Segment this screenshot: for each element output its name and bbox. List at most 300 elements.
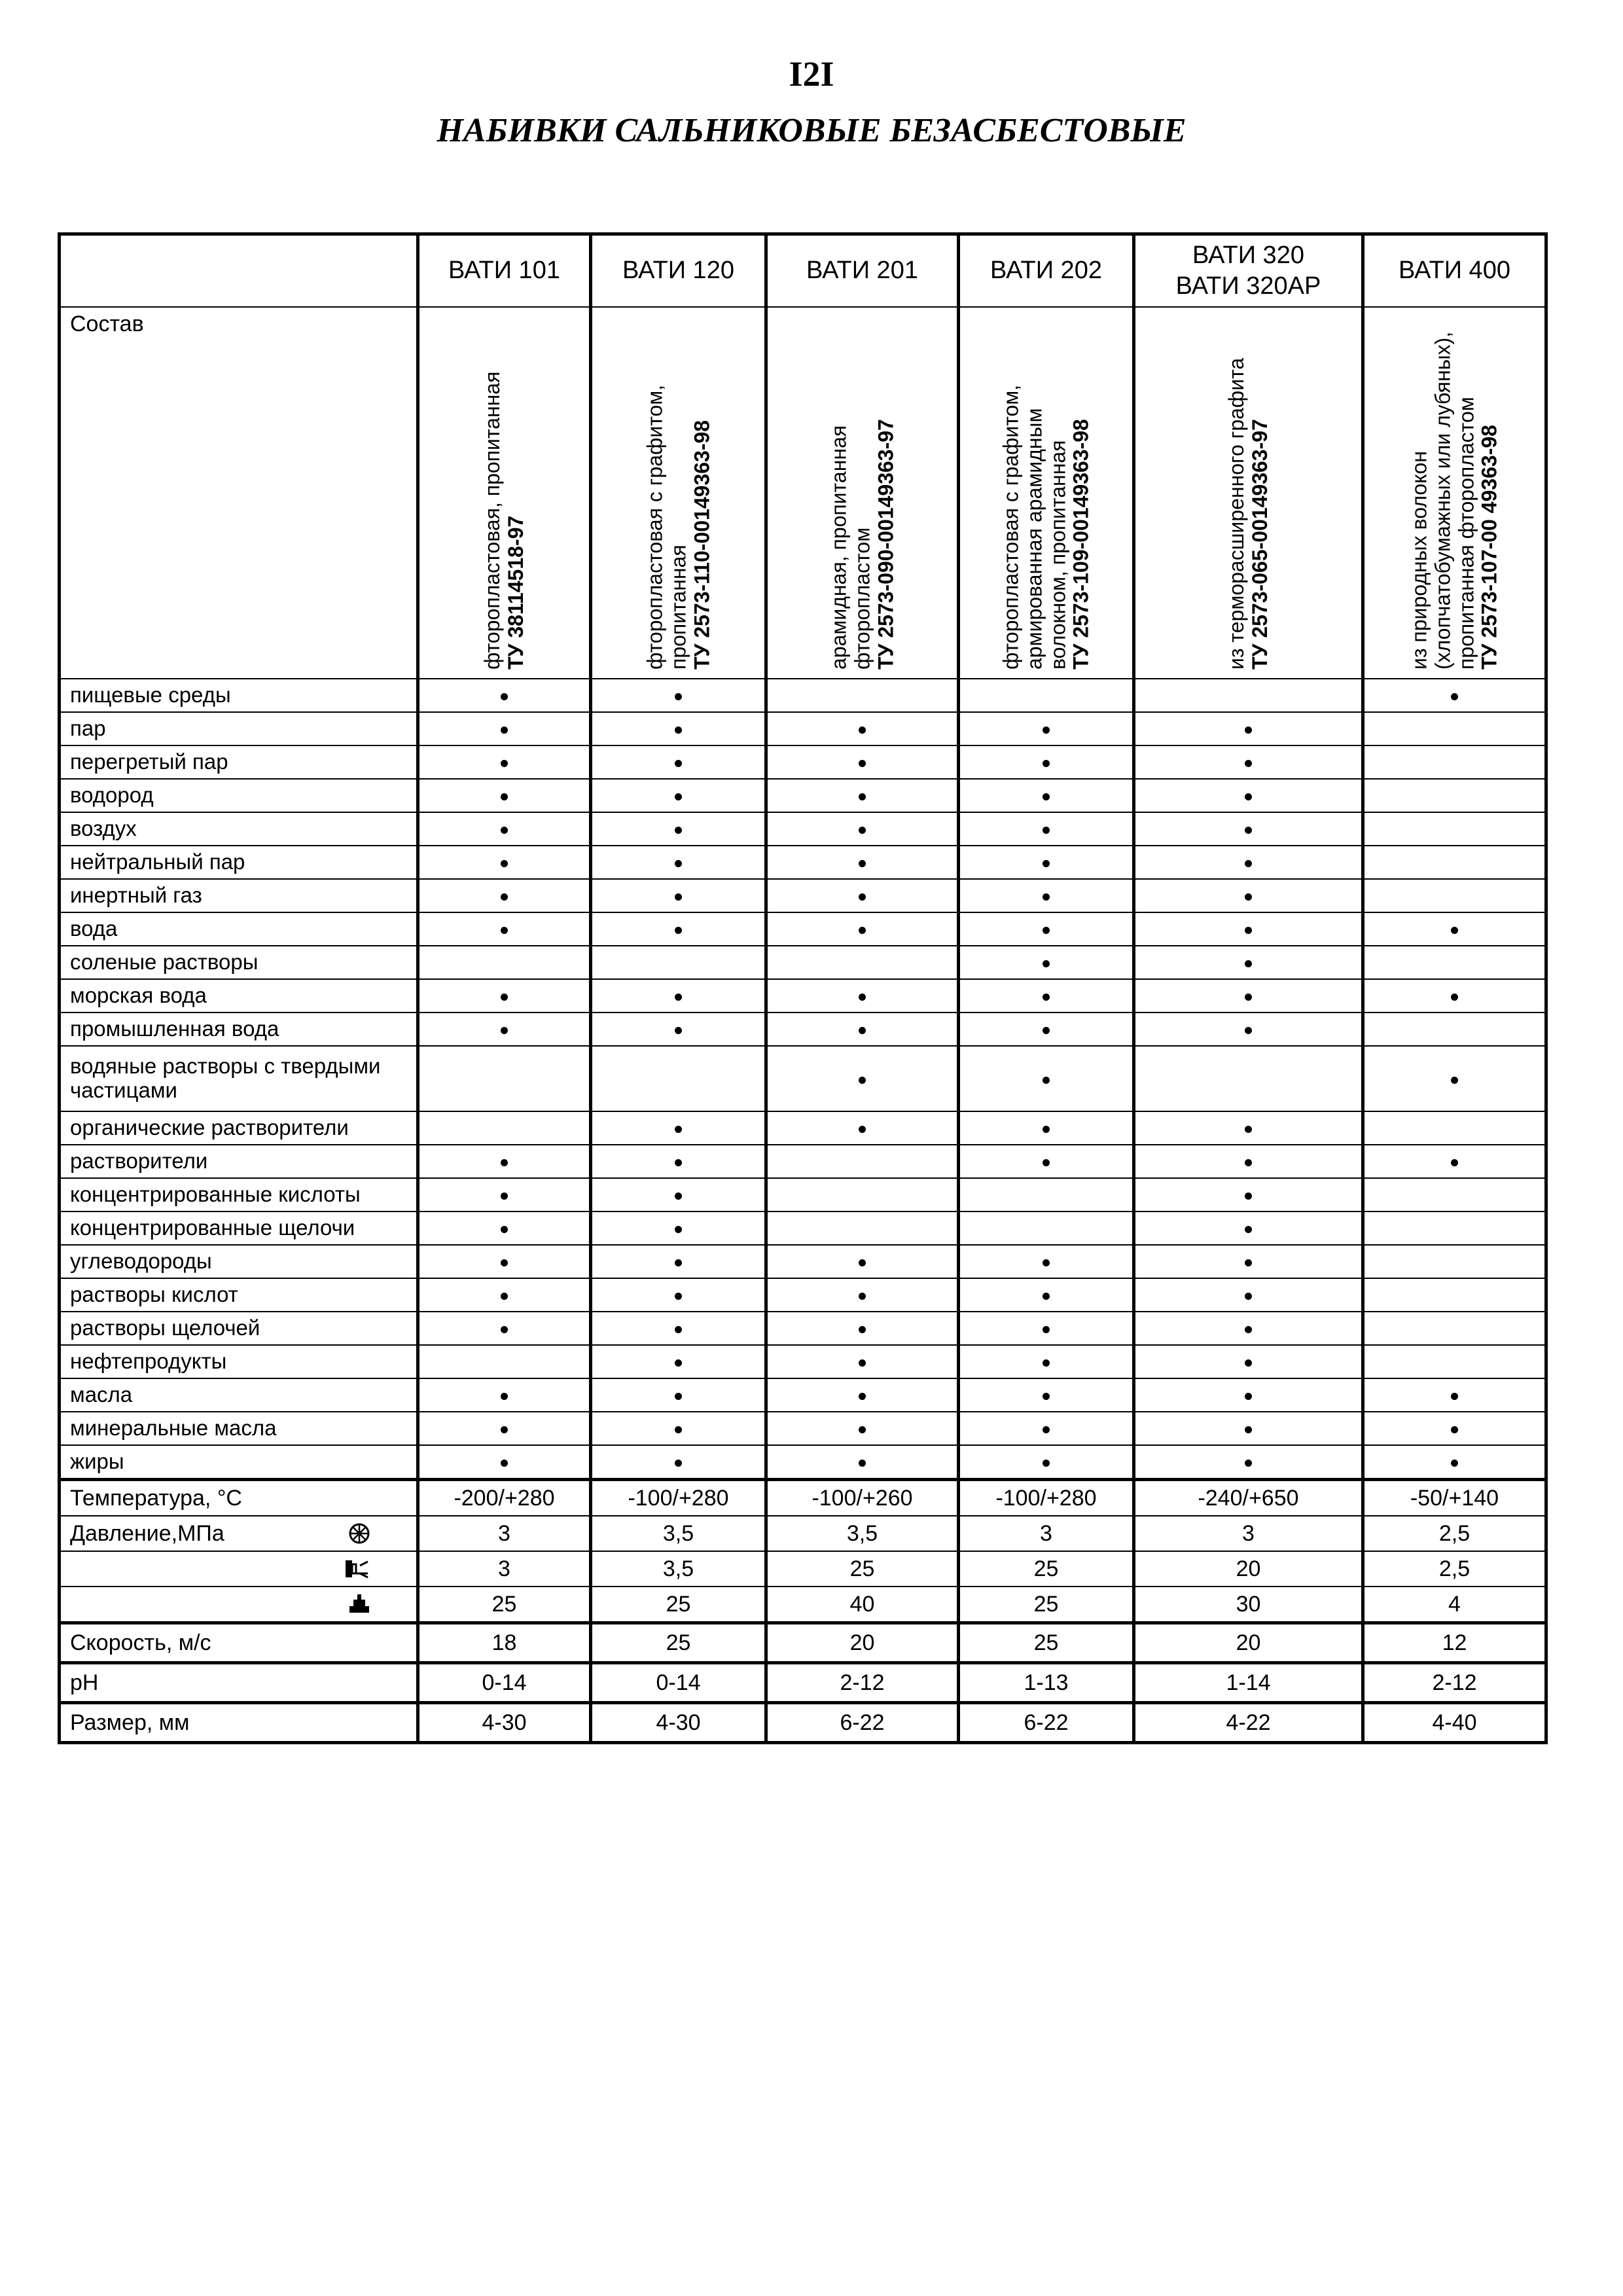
- compatible-mark: [501, 760, 508, 767]
- compatible-mark: [501, 994, 508, 1001]
- compatibility-cell: [959, 946, 1134, 979]
- param-value: 0-14: [418, 1663, 591, 1703]
- compatibility-cell: [1134, 779, 1363, 812]
- compatibility-cell: [591, 745, 766, 779]
- compatibility-cell: [766, 1345, 959, 1378]
- compatible-mark: [675, 1326, 682, 1333]
- param-value: 4-30: [591, 1703, 766, 1743]
- compatibility-cell: [1363, 946, 1546, 979]
- compatibility-cell: [959, 712, 1134, 745]
- compatible-mark: [859, 793, 866, 800]
- compatibility-cell: [418, 979, 591, 1013]
- param-value: 18: [418, 1623, 591, 1663]
- compatibility-cell: [591, 779, 766, 812]
- media-label: водяные растворы с твердыми частицами: [60, 1046, 418, 1111]
- compatible-mark: [1043, 1426, 1050, 1433]
- compatible-mark: [675, 1259, 682, 1266]
- ph-label: pH: [60, 1663, 418, 1703]
- media-label: пар: [60, 712, 418, 745]
- compatibility-cell: [1134, 1046, 1363, 1111]
- param-value: 4-30: [418, 1703, 591, 1743]
- speed-row: [60, 1623, 1546, 1663]
- compatibility-cell: [1363, 1211, 1546, 1245]
- media-row: [60, 712, 1546, 745]
- media-label: концентрированные кислоты: [60, 1178, 418, 1211]
- media-label: перегретый пар: [60, 745, 418, 779]
- brand-header-row: [60, 234, 1546, 308]
- media-row: [60, 1345, 1546, 1378]
- pressure-row: [60, 1587, 1546, 1623]
- compatibility-cell: [591, 1378, 766, 1412]
- media-row: [60, 1211, 1546, 1245]
- compatibility-cell: [766, 1412, 959, 1445]
- brand-header: ВАТИ 201: [766, 234, 959, 308]
- media-label: растворители: [60, 1145, 418, 1178]
- compatible-mark: [1043, 1359, 1050, 1367]
- compatibility-cell: [1363, 712, 1546, 745]
- compatibility-cell: [766, 1245, 959, 1278]
- compatibility-cell: [418, 1178, 591, 1211]
- brand-header: ВАТИ 400: [1363, 234, 1546, 308]
- param-value: 3: [418, 1516, 591, 1551]
- media-label: пищевые среды: [60, 679, 418, 712]
- compatible-mark: [1043, 893, 1050, 901]
- param-value: -200/+280: [418, 1480, 591, 1516]
- compatible-mark: [501, 1293, 508, 1300]
- spec-code: ТУ 38114518-97: [503, 515, 527, 670]
- media-row: [60, 779, 1546, 812]
- compatibility-cell: [418, 812, 591, 846]
- param-value: 6-22: [959, 1703, 1134, 1743]
- compatible-mark: [1043, 860, 1050, 867]
- compatible-mark: [501, 1193, 508, 1200]
- spec-code: ТУ 2573-109-00149363-98: [1069, 419, 1093, 670]
- param-value: 2-12: [766, 1663, 959, 1703]
- param-value: 1-14: [1134, 1663, 1363, 1703]
- composition-description: фторопластовая, пропитанная: [480, 371, 504, 670]
- composition-cell: [1134, 307, 1363, 679]
- param-value: 4-22: [1134, 1703, 1363, 1743]
- media-row: [60, 812, 1546, 846]
- compatibility-cell: [1134, 1445, 1363, 1480]
- param-value: 6-22: [766, 1703, 959, 1743]
- compatible-mark: [675, 927, 682, 934]
- pressure-label-cell: [60, 1587, 418, 1623]
- compatibility-cell: [1363, 979, 1546, 1013]
- compatibility-cell: [959, 1245, 1134, 1278]
- compatibility-cell: [418, 1378, 591, 1412]
- compatible-mark: [859, 994, 866, 1001]
- compatibility-cell: [591, 879, 766, 912]
- param-value: 3: [959, 1516, 1134, 1551]
- compatibility-cell: [1134, 946, 1363, 979]
- size-row: [60, 1703, 1546, 1743]
- composition-text: [1225, 316, 1272, 670]
- compatibility-cell: [1363, 1345, 1546, 1378]
- compatible-mark: [1043, 760, 1050, 767]
- media-row: [60, 1412, 1546, 1445]
- compatibility-cell: [766, 1312, 959, 1345]
- compatible-mark: [501, 1159, 508, 1166]
- compatible-mark: [501, 827, 508, 834]
- param-value: 1-13: [959, 1663, 1134, 1703]
- compatible-mark: [859, 1077, 866, 1084]
- compatibility-cell: [766, 879, 959, 912]
- page-title: НАБИВКИ САЛЬНИКОВЫЕ БЕЗАСБЕСТОВЫЕ: [437, 112, 1186, 149]
- compatibility-cell: [1363, 879, 1546, 912]
- compatibility-cell: [766, 1013, 959, 1046]
- compatible-mark: [1451, 994, 1458, 1001]
- temperature-label: Температура, °С: [60, 1480, 418, 1516]
- compatibility-cell: [1363, 812, 1546, 846]
- compatibility-cell: [591, 1111, 766, 1145]
- compatibility-cell: [959, 1046, 1134, 1111]
- compatibility-cell: [418, 1412, 591, 1445]
- compatible-mark: [859, 726, 866, 734]
- param-value: 30: [1134, 1587, 1363, 1623]
- compatibility-cell: [1363, 779, 1546, 812]
- param-value: -100/+280: [591, 1480, 766, 1516]
- media-label: минеральные масла: [60, 1412, 418, 1445]
- compatibility-cell: [418, 1046, 591, 1111]
- compatibility-cell: [591, 1013, 766, 1046]
- compatibility-cell: [1363, 1378, 1546, 1412]
- compatible-mark: [1245, 1326, 1252, 1333]
- compatibility-cell: [591, 846, 766, 879]
- compatible-mark: [1245, 1259, 1252, 1266]
- param-value: 0-14: [591, 1663, 766, 1703]
- compatibility-cell: [418, 846, 591, 879]
- compatibility-cell: [1363, 1278, 1546, 1312]
- compatibility-cell: [959, 812, 1134, 846]
- compatibility-cell: [1134, 1312, 1363, 1345]
- compatible-mark: [675, 1460, 682, 1467]
- composition-text: [827, 316, 897, 670]
- mixer-icon: [344, 1558, 370, 1580]
- brand-header: ВАТИ 202: [959, 234, 1134, 308]
- compatibility-cell: [1134, 1111, 1363, 1145]
- media-label: растворы кислот: [60, 1278, 418, 1312]
- param-value: -100/+260: [766, 1480, 959, 1516]
- compatibility-cell: [591, 1412, 766, 1445]
- compatibility-cell: [766, 712, 959, 745]
- media-label: промышленная вода: [60, 1013, 418, 1046]
- compatibility-cell: [959, 1378, 1134, 1412]
- compatible-mark: [501, 1426, 508, 1433]
- corner-cell: [60, 234, 418, 308]
- media-label: жиры: [60, 1445, 418, 1480]
- compatibility-cell: [1363, 1245, 1546, 1278]
- compatible-mark: [675, 1027, 682, 1034]
- media-row: [60, 946, 1546, 979]
- compatibility-cell: [959, 1345, 1134, 1378]
- compatible-mark: [501, 1460, 508, 1467]
- compatible-mark: [1245, 793, 1252, 800]
- compatible-mark: [1043, 793, 1050, 800]
- composition-description: фторопластовая с графитом, армированная арамидным волокном, пропитанная: [998, 384, 1069, 670]
- compatibility-cell: [766, 1178, 959, 1211]
- param-value: 20: [1134, 1551, 1363, 1587]
- compatibility-cell: [959, 1312, 1134, 1345]
- media-row: [60, 1178, 1546, 1211]
- compatibility-cell: [591, 1278, 766, 1312]
- media-row: [60, 1245, 1546, 1278]
- composition-text: [643, 316, 713, 670]
- size-label: Размер, мм: [60, 1703, 418, 1743]
- compatible-mark: [675, 726, 682, 734]
- compatible-mark: [675, 793, 682, 800]
- brand-header: ВАТИ 320 ВАТИ 320АР: [1134, 234, 1363, 308]
- param-value: 25: [959, 1551, 1134, 1587]
- compatible-mark: [501, 1393, 508, 1400]
- media-label: водород: [60, 779, 418, 812]
- compatibility-cell: [766, 745, 959, 779]
- compatibility-cell: [1363, 1412, 1546, 1445]
- compatibility-cell: [418, 712, 591, 745]
- compatibility-cell: [418, 946, 591, 979]
- compatibility-cell: [591, 1211, 766, 1245]
- compatibility-cell: [959, 1111, 1134, 1145]
- compatible-mark: [501, 860, 508, 867]
- media-label: нейтральный пар: [60, 846, 418, 879]
- compatibility-cell: [591, 1312, 766, 1345]
- composition-description: из терморасширенного графита: [1224, 357, 1248, 670]
- compatible-mark: [1451, 927, 1458, 934]
- media-row: [60, 879, 1546, 912]
- compatible-mark: [1451, 1460, 1458, 1467]
- compatible-mark: [1451, 1393, 1458, 1400]
- compatibility-cell: [1363, 1111, 1546, 1145]
- compatible-mark: [859, 893, 866, 901]
- compatible-mark: [1043, 1126, 1050, 1133]
- composition-cell: [766, 307, 959, 679]
- compatible-mark: [859, 927, 866, 934]
- compatibility-cell: [766, 1211, 959, 1245]
- media-row: [60, 846, 1546, 879]
- pump-icon: [348, 1522, 370, 1545]
- compatibility-cell: [1363, 1178, 1546, 1211]
- composition-description: фторопластовая с графитом, пропитанная: [642, 384, 690, 670]
- compatible-mark: [675, 760, 682, 767]
- compatibility-cell: [591, 979, 766, 1013]
- compatibility-cell: [766, 679, 959, 712]
- compatibility-cell: [1134, 1245, 1363, 1278]
- pressure-row: [60, 1516, 1546, 1551]
- compatibility-cell: [959, 679, 1134, 712]
- speed-label: Скорость, м/с: [60, 1623, 418, 1663]
- compatibility-cell: [418, 779, 591, 812]
- compatible-mark: [1245, 1027, 1252, 1034]
- compatible-mark: [1043, 1293, 1050, 1300]
- compatible-mark: [859, 760, 866, 767]
- compatible-mark: [675, 1393, 682, 1400]
- brand-header: ВАТИ 120: [591, 234, 766, 308]
- compatible-mark: [1245, 1159, 1252, 1166]
- compatible-mark: [675, 1426, 682, 1433]
- compatible-mark: [1043, 1077, 1050, 1084]
- media-label: вода: [60, 912, 418, 946]
- media-row: [60, 679, 1546, 712]
- compatible-mark: [501, 1259, 508, 1266]
- compatible-mark: [1245, 1193, 1252, 1200]
- media-label: воздух: [60, 812, 418, 846]
- compatible-mark: [1043, 1159, 1050, 1166]
- compatible-mark: [1245, 927, 1252, 934]
- composition-text: [999, 316, 1093, 670]
- pressure-label: Давление,МПа: [70, 1520, 224, 1546]
- compatible-mark: [1245, 860, 1252, 867]
- compatibility-cell: [766, 1111, 959, 1145]
- compatible-mark: [675, 693, 682, 700]
- compatible-mark: [1245, 726, 1252, 734]
- compatibility-cell: [591, 812, 766, 846]
- param-value: 4: [1363, 1587, 1546, 1623]
- compatible-mark: [501, 793, 508, 800]
- media-row: [60, 1046, 1546, 1111]
- compatibility-cell: [591, 1145, 766, 1178]
- param-value: 4-40: [1363, 1703, 1546, 1743]
- compatibility-cell: [1363, 745, 1546, 779]
- compatibility-cell: [1363, 1013, 1546, 1046]
- compatibility-cell: [959, 979, 1134, 1013]
- param-value: 3: [1134, 1516, 1363, 1551]
- compatible-mark: [859, 1393, 866, 1400]
- media-row: [60, 1278, 1546, 1312]
- compatible-mark: [1245, 1359, 1252, 1367]
- media-label: растворы щелочей: [60, 1312, 418, 1345]
- compatible-mark: [859, 860, 866, 867]
- compatibility-cell: [959, 879, 1134, 912]
- compatibility-cell: [1134, 912, 1363, 946]
- compatible-mark: [1245, 1126, 1252, 1133]
- compatibility-cell: [766, 812, 959, 846]
- compatibility-cell: [591, 946, 766, 979]
- composition-cell: [591, 307, 766, 679]
- compatible-mark: [1043, 1393, 1050, 1400]
- media-label: нефтепродукты: [60, 1345, 418, 1378]
- param-value: 3: [418, 1551, 591, 1587]
- composition-text: [481, 316, 528, 670]
- compatible-mark: [501, 893, 508, 901]
- compatible-mark: [859, 1460, 866, 1467]
- compatible-mark: [675, 827, 682, 834]
- compatible-mark: [859, 1126, 866, 1133]
- compatibility-cell: [418, 1211, 591, 1245]
- media-label: концентрированные щелочи: [60, 1211, 418, 1245]
- compatibility-cell: [418, 1111, 591, 1145]
- compatible-mark: [1043, 1460, 1050, 1467]
- compatibility-cell: [591, 1046, 766, 1111]
- compatible-mark: [675, 1359, 682, 1367]
- compatible-mark: [1451, 1426, 1458, 1433]
- param-value: 25: [418, 1587, 591, 1623]
- compatible-mark: [859, 1359, 866, 1367]
- param-value: -100/+280: [959, 1480, 1134, 1516]
- param-value: 20: [766, 1623, 959, 1663]
- compatible-mark: [859, 1027, 866, 1034]
- compatible-mark: [1043, 1027, 1050, 1034]
- compatible-mark: [675, 893, 682, 901]
- compatible-mark: [501, 1226, 508, 1233]
- compatibility-cell: [418, 745, 591, 779]
- compatible-mark: [1451, 1077, 1458, 1084]
- compatible-mark: [859, 1326, 866, 1333]
- media-label: соленые растворы: [60, 946, 418, 979]
- param-value: 25: [591, 1587, 766, 1623]
- compatibility-cell: [418, 1145, 591, 1178]
- compatibility-cell: [959, 1145, 1134, 1178]
- param-value: 12: [1363, 1623, 1546, 1663]
- param-value: 2,5: [1363, 1516, 1546, 1551]
- compatible-mark: [859, 1293, 866, 1300]
- media-label: инертный газ: [60, 879, 418, 912]
- compatibility-cell: [591, 1445, 766, 1480]
- valve-icon: [348, 1593, 370, 1615]
- compatibility-cell: [959, 846, 1134, 879]
- compatible-mark: [1043, 927, 1050, 934]
- compatibility-cell: [959, 1412, 1134, 1445]
- param-value: 25: [959, 1587, 1134, 1623]
- compatible-mark: [501, 726, 508, 734]
- compatibility-cell: [1363, 912, 1546, 946]
- compatible-mark: [675, 860, 682, 867]
- compatible-mark: [1043, 1259, 1050, 1266]
- compatibility-cell: [766, 1445, 959, 1480]
- compatible-mark: [1043, 1326, 1050, 1333]
- compatibility-cell: [959, 1013, 1134, 1046]
- compatible-mark: [1245, 1426, 1252, 1433]
- compatible-mark: [675, 1293, 682, 1300]
- compatible-mark: [1245, 760, 1252, 767]
- param-value: -50/+140: [1363, 1480, 1546, 1516]
- composition-cell: [418, 307, 591, 679]
- compatible-mark: [1043, 994, 1050, 1001]
- compatible-mark: [675, 994, 682, 1001]
- spec-code: ТУ 2573-107-00 49363-98: [1477, 425, 1501, 670]
- compatible-mark: [501, 927, 508, 934]
- brand-header: ВАТИ 101: [418, 234, 591, 308]
- packing-spec-table: [58, 232, 1548, 1744]
- compatibility-cell: [418, 1278, 591, 1312]
- media-row: [60, 1111, 1546, 1145]
- compatible-mark: [1245, 1393, 1252, 1400]
- compatibility-cell: [591, 712, 766, 745]
- page-number: I2I: [789, 54, 834, 94]
- compatible-mark: [1245, 994, 1252, 1001]
- compatibility-cell: [418, 1245, 591, 1278]
- compatibility-cell: [418, 1013, 591, 1046]
- compatibility-cell: [1134, 879, 1363, 912]
- param-value: 25: [959, 1623, 1134, 1663]
- composition-cell: [959, 307, 1134, 679]
- param-value: 3,5: [766, 1516, 959, 1551]
- compatibility-cell: [418, 912, 591, 946]
- compatibility-cell: [1363, 1312, 1546, 1345]
- spec-code: ТУ 2573-065-00149363-97: [1247, 419, 1272, 670]
- compatibility-cell: [1134, 1378, 1363, 1412]
- compatible-mark: [1245, 960, 1252, 967]
- compatible-mark: [675, 1226, 682, 1233]
- compatibility-cell: [1134, 1013, 1363, 1046]
- compatible-mark: [1245, 1293, 1252, 1300]
- compatibility-cell: [418, 879, 591, 912]
- compatible-mark: [1245, 893, 1252, 901]
- param-value: 3,5: [591, 1516, 766, 1551]
- compatibility-cell: [959, 1278, 1134, 1312]
- temperature-row: [60, 1480, 1546, 1516]
- compatibility-cell: [1134, 679, 1363, 712]
- compatibility-cell: [1134, 1278, 1363, 1312]
